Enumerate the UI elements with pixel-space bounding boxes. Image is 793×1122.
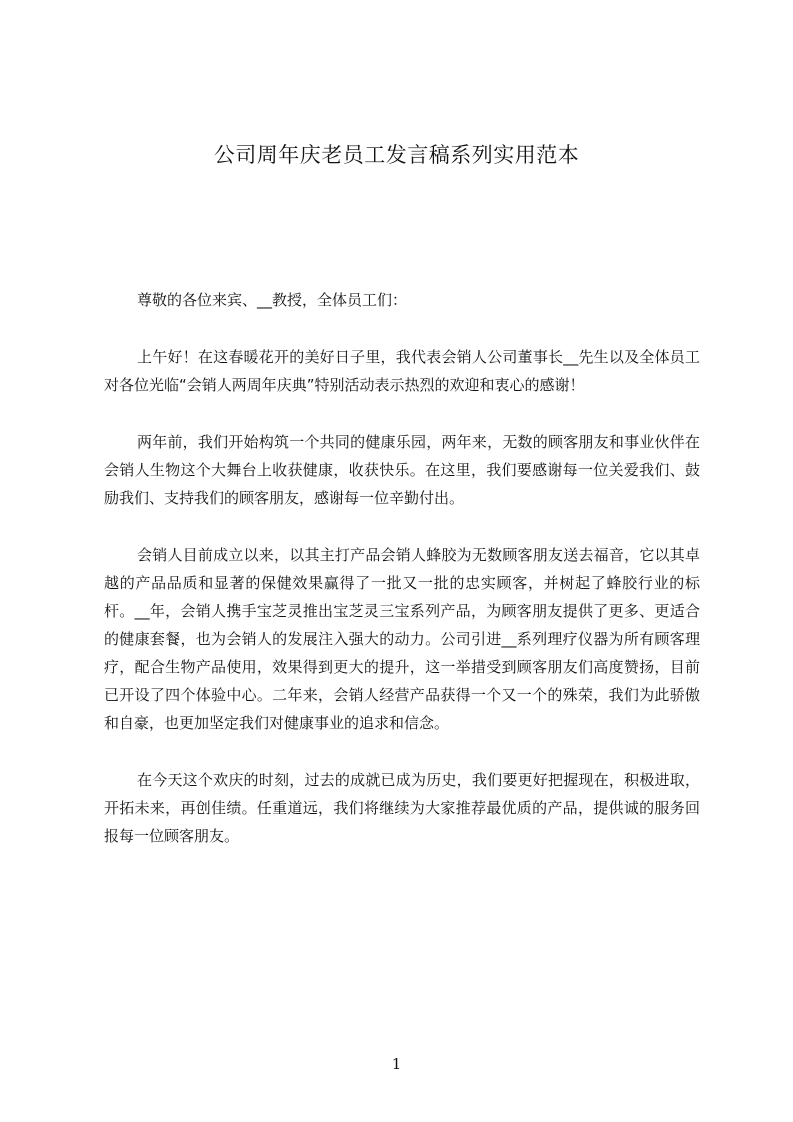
page-title: 公司周年庆老员工发言稿系列实用范本: [213, 143, 580, 167]
closing-paragraph: 在今天这个欢庆的时刻，过去的成就已成为历史，我们要更好把握现在，积极进取，开拓未来，再创佳绩。任重道远，我们将继续为大家推荐最优质的产品，提供诚的服务回报每一位顾客朋友。: [104, 771, 700, 845]
greeting-paragraph: 尊敬的各位来宾、__教授，全体员工们：: [137, 291, 408, 309]
document-body: [104, 286, 700, 879]
achievements-paragraph: 会销人目前成立以来，以其主打产品会销人蜂胶为无数顾客朋友送去福音，它以其卓越的产品品质和显著的保健效果赢得了一批又一批的忠实顾客，并树起了蜂胶行业的标杆。__年，会销人携手宝芝灵推出宝芝灵三宝系列产品，为顾客朋友提供了更多、更适合的健康套餐，也为会销人的发展注入强大的动力。公司引进__系列理疗仪器为所有顾客理疗，配合生物产品使用，效果得到更大的提升，这一举措受到顾客朋友们高度赞扬，目前已开设了四个体验中心。二年来，会销人经营产品获得一个又一个的殊荣，我们为此骄傲和自豪，也更加坚定我们对健康事业的追求和信念。: [104, 546, 700, 732]
page-number: 1: [391, 1055, 402, 1073]
welcome-paragraph: 上午好！在这春暖花开的美好日子里，我代表会销人公司董事长__先生以及全体员工对各位光临“会销人两周年庆典”特别活动表示热烈的欢迎和衷心的感谢！: [104, 348, 700, 394]
history-paragraph: 两年前，我们开始构筑一个共同的健康乐园，两年来，无数的顾客朋友和事业伙伴在会销人生物这个大舞台上收获健康，收获快乐。在这里，我们要感谢每一位关爱我们、鼓励我们、支持我们的顾客朋友，感谢每一位辛勤付出。: [104, 433, 700, 507]
